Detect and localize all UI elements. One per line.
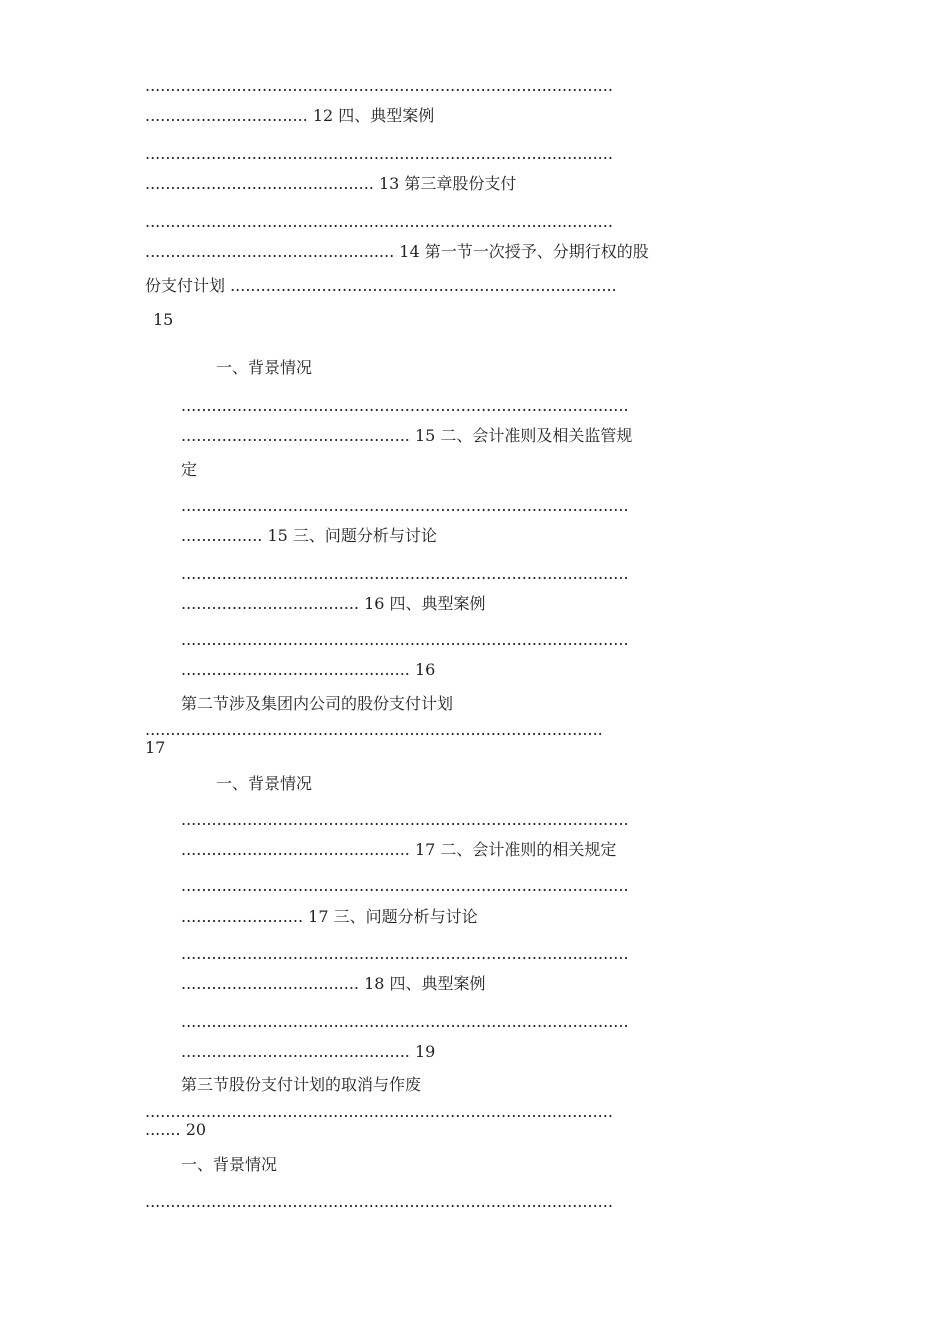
toc-dot-leader: ........................................................................................ bbox=[181, 1012, 629, 1031]
toc-entry: ............................................. 17 二、会计准则的相关规定 bbox=[181, 840, 617, 859]
toc-dot-leader: ............................................................................................ bbox=[145, 76, 613, 95]
toc-dot-leader: ............................................................................................ bbox=[145, 1192, 613, 1211]
toc-dot-leader: .......................................................................................... bbox=[145, 720, 603, 739]
toc-entry: 份支付计划 ............................................................................ bbox=[145, 276, 617, 295]
toc-entry: ............................................. 13 第三章股份支付 bbox=[145, 174, 517, 193]
toc-dot-leader: ........................................................................................ bbox=[181, 810, 629, 829]
toc-dot-leader: ........................................................................................ bbox=[181, 396, 629, 415]
toc-dot-leader: ........................................................................................ bbox=[181, 564, 629, 583]
toc-entry: ................................ 12 四、典型案例 bbox=[145, 106, 435, 125]
toc-entry: 一、背景情况 bbox=[216, 358, 313, 377]
toc-dot-leader: ............................................................................................ bbox=[145, 212, 613, 231]
toc-entry: 一、背景情况 bbox=[216, 774, 313, 793]
toc-entry: ............................................. 19 bbox=[181, 1042, 436, 1061]
toc-entry: ............................................. 15 二、会计准则及相关监管规 bbox=[181, 426, 633, 445]
toc-entry: ........................ 17 三、问题分析与讨论 bbox=[181, 907, 478, 926]
toc-section-heading: 第三节股份支付计划的取消与作废 bbox=[181, 1075, 422, 1094]
toc-dot-leader: ........................................................................................ bbox=[181, 876, 629, 895]
toc-entry: ................................... 16 四、典型案例 bbox=[181, 594, 486, 613]
toc-dot-leader: ............................................................................................ bbox=[145, 1102, 613, 1121]
toc-section-heading: 第二节涉及集团内公司的股份支付计划 bbox=[181, 694, 454, 713]
toc-entry: ................................................. 14 第一节一次授予、分期行权的股 bbox=[145, 242, 649, 261]
toc-dot-leader: ............................................................................................ bbox=[145, 144, 613, 163]
toc-entry: 定 bbox=[181, 460, 198, 479]
toc-page-number: 15 bbox=[153, 310, 174, 329]
toc-page-number: 17 bbox=[145, 738, 166, 757]
toc-entry: 一、背景情况 bbox=[181, 1155, 278, 1174]
toc-dot-leader: ........................................................................................ bbox=[181, 630, 629, 649]
toc-entry: ................ 15 三、问题分析与讨论 bbox=[181, 526, 437, 545]
toc-dot-leader: ........................................................................................ bbox=[181, 944, 629, 963]
toc-dot-leader: ........................................................................................ bbox=[181, 496, 629, 515]
toc-entry: ............................................. 16 bbox=[181, 660, 436, 679]
toc-entry: ................................... 18 四、典型案例 bbox=[181, 974, 486, 993]
toc-entry: ....... 20 bbox=[145, 1120, 207, 1139]
